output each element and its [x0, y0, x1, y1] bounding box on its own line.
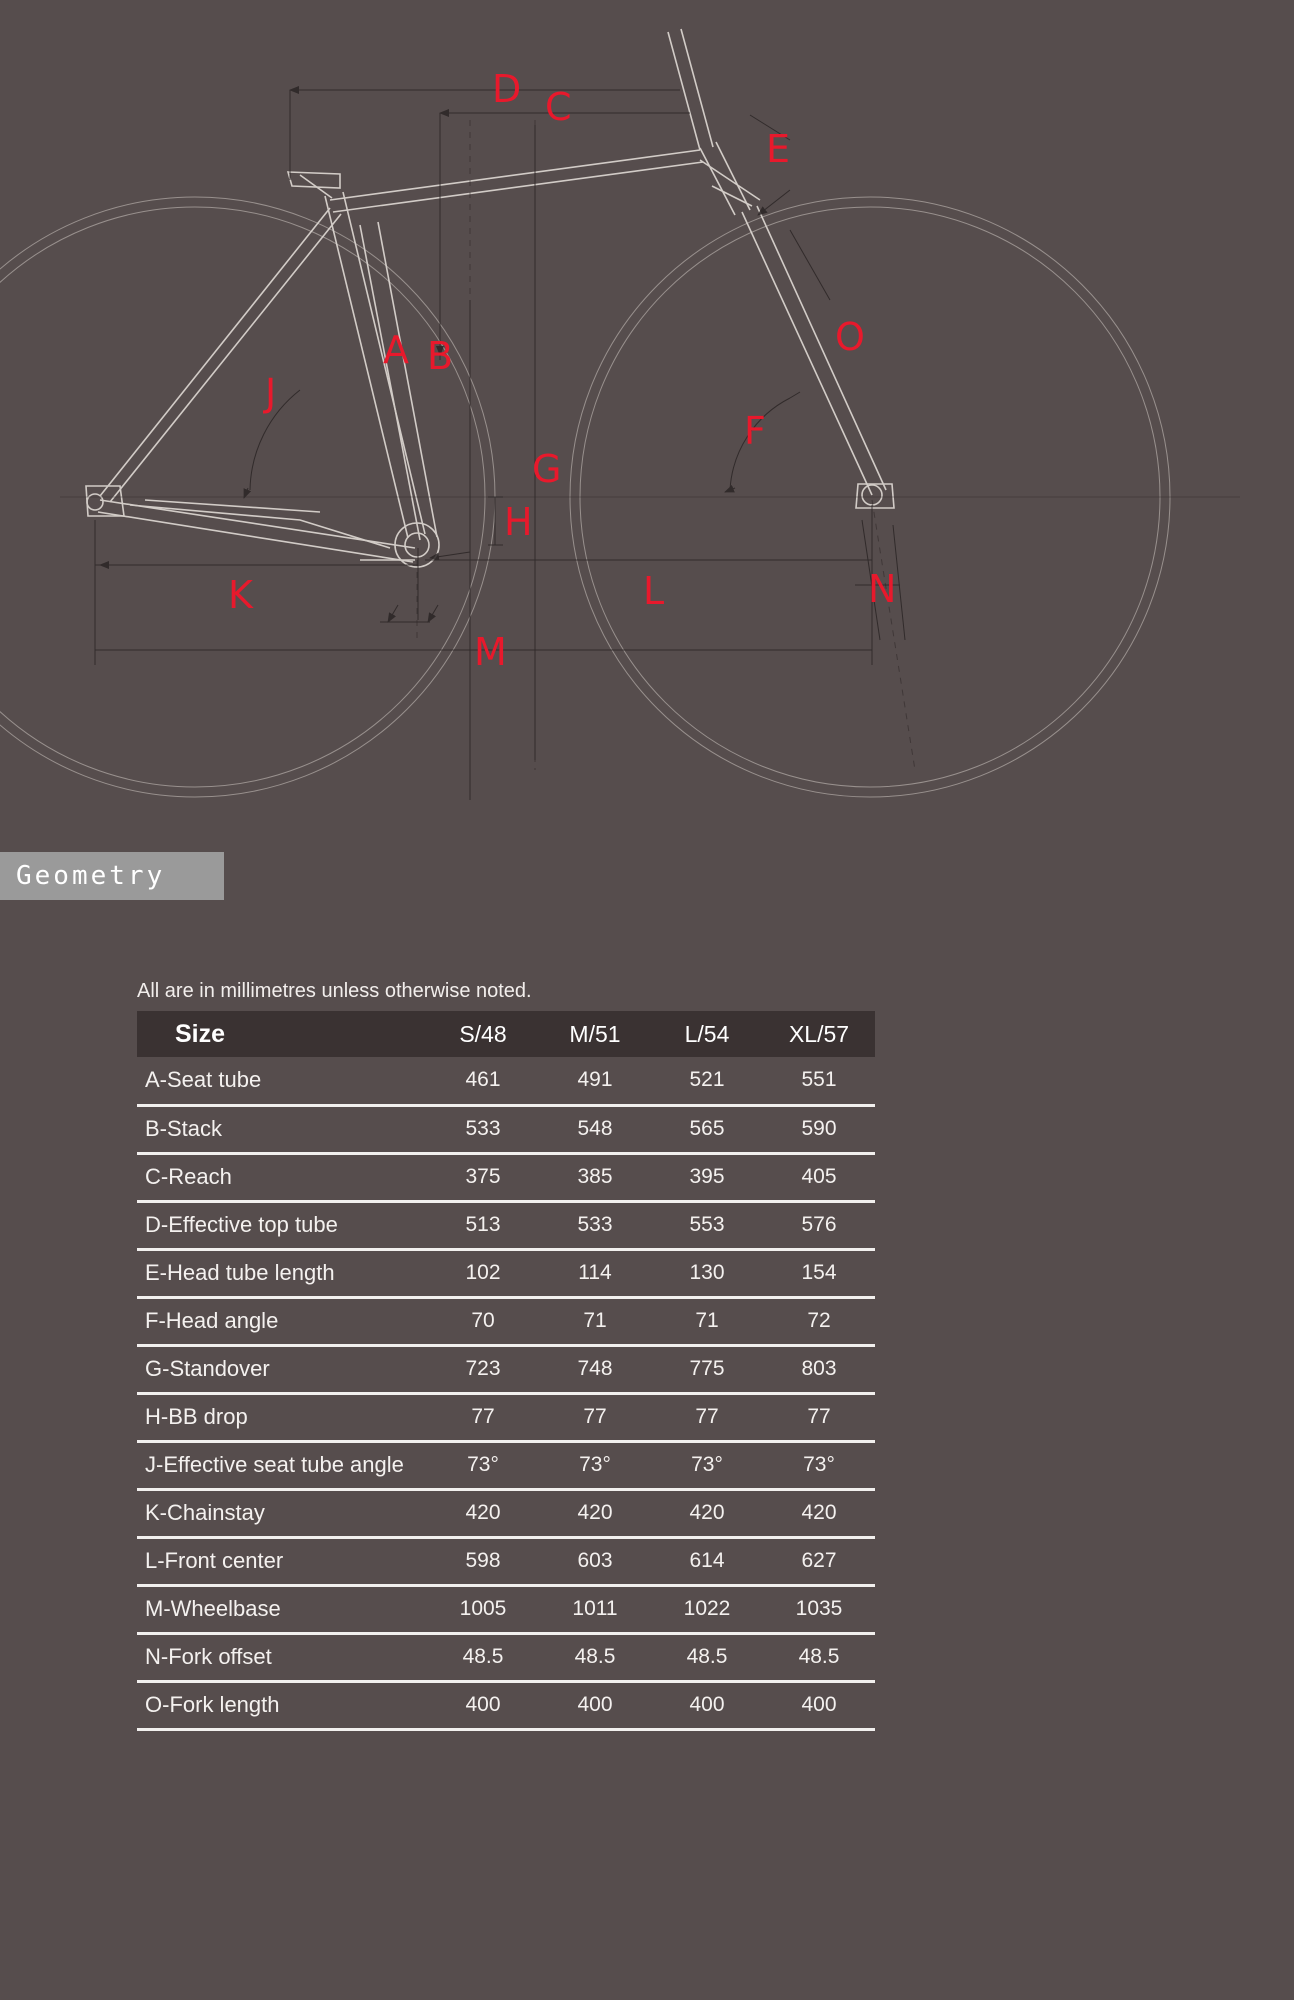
cell-value: 400 [763, 1681, 875, 1729]
cell-value: 420 [427, 1489, 539, 1537]
column-header-xl57: XL/57 [763, 1011, 875, 1057]
cell-value: 748 [539, 1345, 651, 1393]
cell-value: 548 [539, 1105, 651, 1153]
cell-value: 71 [651, 1297, 763, 1345]
table-row [137, 1537, 875, 1585]
cell-value: 77 [763, 1393, 875, 1441]
geometry-banner [0, 852, 224, 900]
table-row [137, 1297, 875, 1345]
cell-value: 400 [427, 1681, 539, 1729]
cell-value: 72 [763, 1297, 875, 1345]
dimension-label-E: E [766, 127, 791, 171]
cell-value: 70 [427, 1297, 539, 1345]
cell-value: 375 [427, 1153, 539, 1201]
cell-value: 73° [427, 1441, 539, 1489]
cell-value: 130 [651, 1249, 763, 1297]
cell-value: 627 [763, 1537, 875, 1585]
table-header-row [137, 1011, 875, 1057]
dimension-label-D: D [492, 67, 522, 111]
cell-value: 77 [539, 1393, 651, 1441]
table-header [137, 1011, 875, 1057]
dimension-label-A: A [383, 328, 409, 372]
cell-value: 420 [651, 1489, 763, 1537]
cell-value: 1011 [539, 1585, 651, 1633]
cell-value: 77 [651, 1393, 763, 1441]
dimension-label-B: B [427, 334, 454, 378]
table-row [137, 1249, 875, 1297]
cell-value: 420 [539, 1489, 651, 1537]
row-label: N-Fork offset [137, 1633, 427, 1681]
table-row [137, 1393, 875, 1441]
cell-value: 598 [427, 1537, 539, 1585]
cell-value: 385 [539, 1153, 651, 1201]
table-row [137, 1633, 875, 1681]
row-label: K-Chainstay [137, 1489, 427, 1537]
cell-value: 1035 [763, 1585, 875, 1633]
cell-value: 521 [651, 1057, 763, 1105]
cell-value: 551 [763, 1057, 875, 1105]
row-label: H-BB drop [137, 1393, 427, 1441]
dimension-label-K: K [228, 573, 253, 617]
geometry-diagram [0, 0, 1294, 975]
row-label: O-Fork length [137, 1681, 427, 1729]
cell-value: 533 [539, 1201, 651, 1249]
cell-value: 553 [651, 1201, 763, 1249]
cell-value: 48.5 [651, 1633, 763, 1681]
cell-value: 1005 [427, 1585, 539, 1633]
row-label: B-Stack [137, 1105, 427, 1153]
cell-value: 420 [763, 1489, 875, 1537]
cell-value: 1022 [651, 1585, 763, 1633]
table-row [137, 1153, 875, 1201]
cell-value: 491 [539, 1057, 651, 1105]
cell-value: 775 [651, 1345, 763, 1393]
cell-value: 400 [539, 1681, 651, 1729]
cell-value: 723 [427, 1345, 539, 1393]
cell-value: 114 [539, 1249, 651, 1297]
dimension-label-H: H [504, 500, 533, 544]
cell-value: 400 [651, 1681, 763, 1729]
cell-value: 513 [427, 1201, 539, 1249]
row-label: C-Reach [137, 1153, 427, 1201]
column-header-size: Size [137, 1011, 427, 1057]
cell-value: 73° [539, 1441, 651, 1489]
dimension-label-C: C [545, 85, 572, 129]
row-label: E-Head tube length [137, 1249, 427, 1297]
cell-value: 395 [651, 1153, 763, 1201]
cell-value: 71 [539, 1297, 651, 1345]
column-header-l54: L/54 [651, 1011, 763, 1057]
geometry-table-section [0, 975, 1294, 2000]
cell-value: 576 [763, 1201, 875, 1249]
cell-value: 614 [651, 1537, 763, 1585]
geometry-banner-label: Geometry [16, 861, 166, 891]
cell-value: 48.5 [763, 1633, 875, 1681]
dimension-label-O: O [835, 315, 865, 359]
row-label: L-Front center [137, 1537, 427, 1585]
bike-frame-drawing [0, 0, 1294, 975]
dimension-label-F: F [744, 409, 766, 453]
cell-value: 48.5 [539, 1633, 651, 1681]
geometry-table [137, 1011, 875, 1731]
table-row [137, 1681, 875, 1729]
column-header-s48: S/48 [427, 1011, 539, 1057]
cell-value: 102 [427, 1249, 539, 1297]
dimension-label-L: L [643, 569, 665, 613]
dimension-lines [60, 85, 1240, 800]
row-label: A-Seat tube [137, 1057, 427, 1105]
table-row [137, 1345, 875, 1393]
dimension-label-M: M [474, 630, 507, 674]
cell-value: 154 [763, 1249, 875, 1297]
row-label: G-Standover [137, 1345, 427, 1393]
units-note: All are in millimetres unless otherwise noted. [137, 980, 532, 1002]
row-label: D-Effective top tube [137, 1201, 427, 1249]
cell-value: 77 [427, 1393, 539, 1441]
table-row [137, 1105, 875, 1153]
cell-value: 48.5 [427, 1633, 539, 1681]
table-row [137, 1585, 875, 1633]
cell-value: 533 [427, 1105, 539, 1153]
cell-value: 405 [763, 1153, 875, 1201]
table-row [137, 1201, 875, 1249]
cell-value: 603 [539, 1537, 651, 1585]
column-header-m51: M/51 [539, 1011, 651, 1057]
dimension-label-N: N [868, 567, 897, 611]
dimension-label-J: J [265, 371, 277, 415]
table-row [137, 1441, 875, 1489]
cell-value: 590 [763, 1105, 875, 1153]
row-label: M-Wheelbase [137, 1585, 427, 1633]
cell-value: 461 [427, 1057, 539, 1105]
cell-value: 803 [763, 1345, 875, 1393]
cell-value: 565 [651, 1105, 763, 1153]
dimension-label-G: G [532, 447, 562, 491]
row-label: F-Head angle [137, 1297, 427, 1345]
cell-value: 73° [651, 1441, 763, 1489]
cell-value: 73° [763, 1441, 875, 1489]
frame-tubes [86, 29, 894, 567]
row-label: J-Effective seat tube angle [137, 1441, 427, 1489]
table-row [137, 1057, 875, 1105]
table-row [137, 1489, 875, 1537]
table-body [137, 1057, 875, 1729]
